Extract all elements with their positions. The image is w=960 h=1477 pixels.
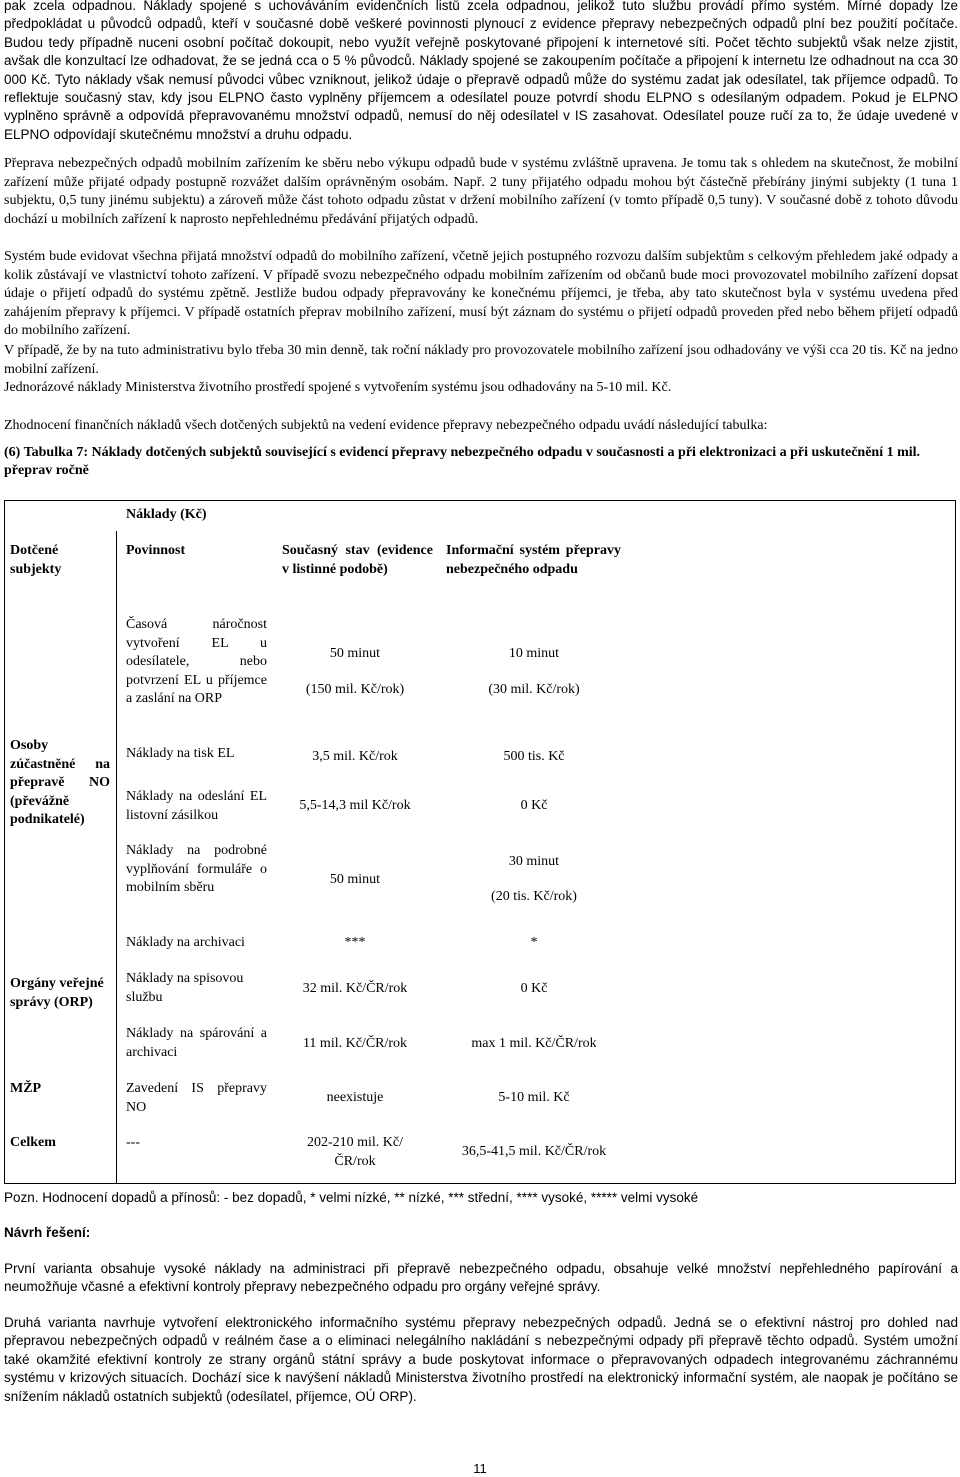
row-duty-3: Náklady na odeslání EL listovní zásilkou [126,789,267,823]
solution-heading: Návrh řešení: [4,1225,91,1240]
header-costs: Náklady (Kč) [126,507,207,522]
row-is-7: max 1 mil. Kč/ČR/rok [471,1036,597,1051]
header-subjects: Dotčené subjekty [10,543,62,577]
total-is: 36,5-41,5 mil. Kč/ČR/rok [461,1144,607,1159]
header-current: Současný stav (evidence v listinné podobě) [282,543,433,577]
row-current-8: neexistuje [326,1090,384,1105]
table-caption: (6) Tabulka 7: Náklady dotčených subjektů související s evidencí přepravy nebezpečného odpadu v současnosti a při elektronizaci a při uskutečnění 1 mil. přeprav ročně [4,445,921,478]
row-is-4a: 30 minut [508,854,560,869]
group-participants: Osoby zúčastněné na přepravě NO (převážně podnikatelé) [10,738,110,827]
row-current-5: *** [344,935,366,950]
group-public-authorities: Orgány veřejné správy (ORP) [10,976,104,1010]
row-duty-7: Náklady na spárování a archivaci [126,1026,267,1060]
row-current-3: 5,5-14,3 mil Kč/rok [299,798,411,813]
group-ministry: MŽP [10,1081,42,1096]
paragraph-mobile-transport: Přeprava nebezpečných odpadů mobilním zařízením ke sběru nebo výkupu odpadů bude v systému zvláštně upravena. Je tomu tak s ohledem na skutečnost, že mobilní zařízení může přijaté odpady postupně rozvážet dalším oprávněným osobám. Např. 2 tuny přijatého odpadu mohou být částečně přebírány jinými subjekty (1 tuna 1 subjektu, 0,5 tuny jinému subjektu) a zároveň může část tohoto odpadu zůstat v držení mobilního zařízení (v tomto případě 0,5 tuny). V současné době z tohoto důvodu dochází u mobilních zařízení k naprosto nepřehlednému předávání přijatých odpadů. [4,156,958,227]
header-duty: Povinnost [126,543,186,558]
row-current-1a: 50 minut [329,646,381,661]
paragraph-system-records: Systém bude evidovat všechna přijatá množství odpadů do mobilního zařízení, včetně jejich postupného rozvozu dalším subjektům s celkovým přehledem jaké odpady a kolik zůstávají ve vlastnictví tohoto zařízení. V případě svozu nebezpečného odpadu mobilním zařízením od občanů bude moci provozovatel mobilního zařízení dopsat údaje o přijetí odpadů do systému zpětně. Jestliže budou odpady přepravovány ke konečnému příjemci, je třeba, aby tato skutečnost byla v systému uvedena před zahájením přepravy k příjemci. V případě ostatních přeprav mobilního zařízení, musí být záznam do systému o přijetí odpadů proveden před nebo během přijetí odpadů do mobilního zařízení. [4,249,958,339]
row-is-1a: 10 minut [508,646,560,661]
row-is-3: 0 Kč [520,798,548,813]
table-border-bottom [4,1183,956,1184]
impact-note: Pozn. Hodnocení dopadů a přínosů: - bez dopadů, * velmi nízké, ** nízké, *** střední, **** vysoké, ***** velmi vysoké [4,1190,699,1205]
total-label: Celkem [10,1135,56,1150]
paragraph-ministry-costs: Jednorázové náklady Ministerstva životního prostředí spojené s vytvořením systému jsou odhadovány na 5-10 mil. Kč. [4,380,672,395]
row-current-2: 3,5 mil. Kč/rok [312,749,398,764]
row-duty-2: Náklady na tisk EL [126,746,235,761]
solution-paragraph-1: První varianta obsahuje vysoké náklady na administraci při přepravě nebezpečného odpadu, obsahuje velké množství nepřehledného papírování a neumožňuje včasné a efektivní kontroly přepravy nebezpečného odpadu pro orgány veřejné správy. [4,1261,958,1295]
table-border-top [4,500,956,501]
row-duty-8: Zavedení IS přepravy NO [126,1081,267,1115]
row-current-7: 11 mil. Kč/ČR/rok [302,1036,408,1051]
table-divider-1 [116,531,117,1184]
row-current-1b: (150 mil. Kč/rok) [305,682,405,697]
header-is: Informační systém přepravy nebezpečného odpadu [446,543,621,577]
row-duty-4: Náklady na podrobné vyplňování formuláře o mobilním sběru [126,843,267,895]
row-duty-1: Časová náročnost vytvoření EL u odesílatele, nebo potvrzení EL u příjemce a zaslání na ORP [126,617,267,706]
row-is-2: 500 tis. Kč [503,749,565,764]
paragraph-table-intro: Zhodnocení finančních nákladů všech dotčených subjektů na vedení evidence přepravy nebezpečného odpadu uvádí následující tabulka: [4,418,768,433]
row-is-8: 5-10 mil. Kč [498,1090,570,1105]
row-is-6: 0 Kč [520,981,548,996]
row-is-5: * [530,935,538,950]
row-is-4b: (20 tis. Kč/rok) [491,889,577,904]
paragraph-admin-costs: V případě, že by na tuto administrativu bylo třeba 30 min denně, tak roční náklady pro provozovatele mobilního zařízení jsou odhadovány ve výši cca 20 tis. Kč na jedno mobilní zařízení. [4,343,958,377]
paragraph-intro: pak zcela odpadnou. Náklady spojené s uchováváním evidenčních listů zcela odpadnou, jelikož tuto službu provádí přímo systém. Mírné dopady lze předpokládat u původců odpadů, kteří v současné době veškeré povinnosti plynoucí z evidence přepravy nebezpečných odpadů plní bez použití počítače. Budou tedy případně nuceni osobní počítač dokoupit, nebo využít veřejně poskytované připojení k internetové síti. Počet těchto subjektů však nelze zjistit, avšak dle konzultací lze odhadovat, že se jedná cca o 5 % původců. Náklady spojené se zakoupením počítače a připojení k internetu lze odhadnout na cca 30 000 Kč. Tyto náklady však nemusí původci vůbec vzniknout, jelikož údaje o přepravě odpadů může do systému zadat jak odesílatel, tak příjemce odpadů. To reflektuje současný stav, kdy jsou ELPNO často vyplněny příjemcem a odesílatel pouze potvrdí shodu ELPNO s odesílaným odpadem. Pokud je ELPNO vyplněno správně a odpovídá přepravovanému množství odpadů, nemusí do něj odesílatel v IS zasahovat. Odesílatel pouze ručí za to, že údaje uvedené v ELPNO odpovídají skutečnému množství a druhu odpadu. [4,0,958,142]
total-duty: --- [126,1135,140,1150]
row-current-6: 32 mil. Kč/ČR/rok [302,981,408,996]
row-is-1b: (30 mil. Kč/rok) [488,682,580,697]
total-current: 202-210 mil. Kč/ ČR/rok [306,1135,404,1169]
row-current-4: 50 minut [329,872,381,887]
page-number: 11 [473,1461,487,1476]
row-duty-6: Náklady na spisovou službu [126,971,244,1005]
table-border-left [4,500,5,1184]
solution-paragraph-2: Druhá varianta navrhuje vytvoření elektronického informačního systému přepravy nebezpečných odpadů. Jedná se o efektivní nástroj pro dohled nad přepravou nebezpečných odpadů v reálném čase a o eliminaci nelegálního nakládání s nebezpečnými odpady při přepravě těchto odpadů. Systém umožní také okamžité efektivní kontroly ze strany orgánů státní správy a bude poskytovat informace o přepravovaných odpadech integrovanému záchrannému systému v krizových situacích. Dochází sice k navýšení nákladů Ministerstva životního prostředí na elektronický informační systém, ale naopak je počítáno se snížením nákladů ostatních subjektů (odesílatel, příjemce, OÚ ORP). [4,1315,958,1404]
table-border-right [955,500,956,1184]
row-duty-5: Náklady na archivaci [126,935,245,950]
